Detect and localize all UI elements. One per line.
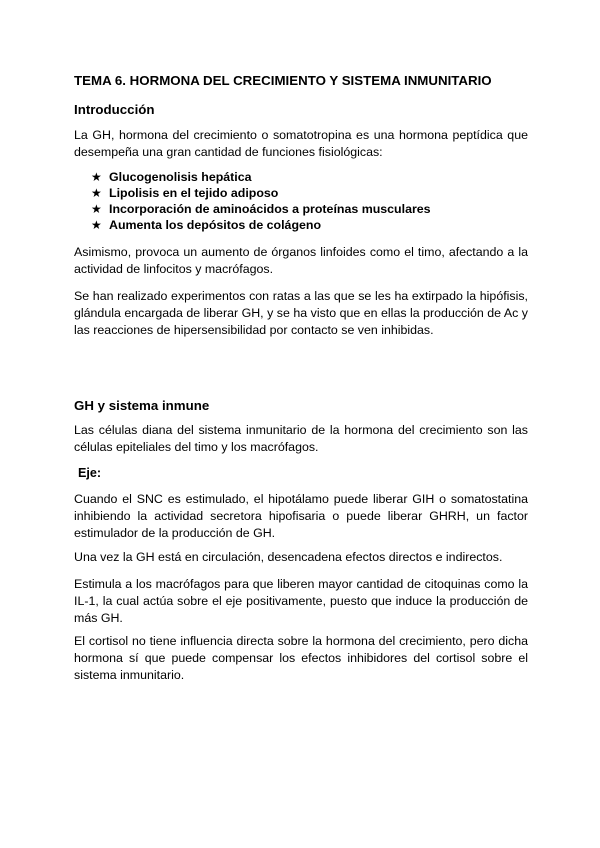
list-item-label: Lipolisis en el tejido adiposo (109, 186, 279, 200)
star-icon: ★ (91, 218, 102, 232)
page-title: TEMA 6. HORMONA DEL CRECIMIENTO Y SISTEMA INMUNITARIO (74, 73, 492, 88)
heading-gh-sistema-inmune: GH y sistema inmune (74, 398, 210, 413)
intro-paragraph-3: Se han realizado experimentos con ratas a las que se les ha extirpado la hipófisis, glándula encargada de liberar GH, y se ha visto que en ellas la producción de Ac y las reacciones de hipersensibilidad por contacto se ven inhibidas. (74, 289, 528, 337)
eje-label: Eje: (78, 466, 102, 480)
star-icon: ★ (91, 186, 102, 200)
list-item (91, 169, 431, 185)
star-icon: ★ (91, 202, 102, 216)
list-item-label: Aumenta los depósitos de colágeno (109, 218, 322, 232)
gh-immune-paragraph-3: Una vez la GH está en circulación, desencadena efectos directos e indirectos. (74, 550, 503, 564)
list-item (91, 201, 431, 217)
list-item-label: Incorporación de aminoácidos a proteínas musculares (109, 202, 431, 216)
star-icon: ★ (91, 170, 102, 184)
list-item (91, 185, 431, 201)
intro-paragraph-2: Asimismo, provoca un aumento de órganos linfoides como el timo, afectando a la actividad de linfocitos y macrófagos. (74, 245, 528, 276)
gh-immune-paragraph-1: Las células diana del sistema inmunitario de la hormona del crecimiento son las células epiteliales del timo y los macrófagos. (74, 423, 528, 454)
functions-list (91, 169, 431, 233)
list-item-label: Glucogenolisis hepática (109, 170, 252, 184)
gh-immune-paragraph-2: Cuando el SNC es estimulado, el hipotálamo puede liberar GIH o somatostatina inhibiendo la actividad secretora hipofisaria o puede liberar GHRH, un factor estimulador de la producción de GH. (74, 492, 528, 540)
gh-immune-paragraph-5: El cortisol no tiene influencia directa sobre la hormona del crecimiento, pero dicha hormona sí que puede compensar los efectos inhibidores del cortisol sobre el sistema inmunitario. (74, 634, 528, 682)
intro-paragraph-1: La GH, hormona del crecimiento o somatotropina es una hormona peptídica que desempeña una gran cantidad de funciones fisiológicas: (74, 128, 528, 159)
gh-immune-paragraph-4: Estimula a los macrófagos para que liberen mayor cantidad de citoquinas como la IL-1, la cual actúa sobre el eje positivamente, puesto que induce la producción de más GH. (74, 577, 528, 625)
heading-introduccion: Introducción (74, 102, 155, 117)
list-item (91, 217, 431, 233)
